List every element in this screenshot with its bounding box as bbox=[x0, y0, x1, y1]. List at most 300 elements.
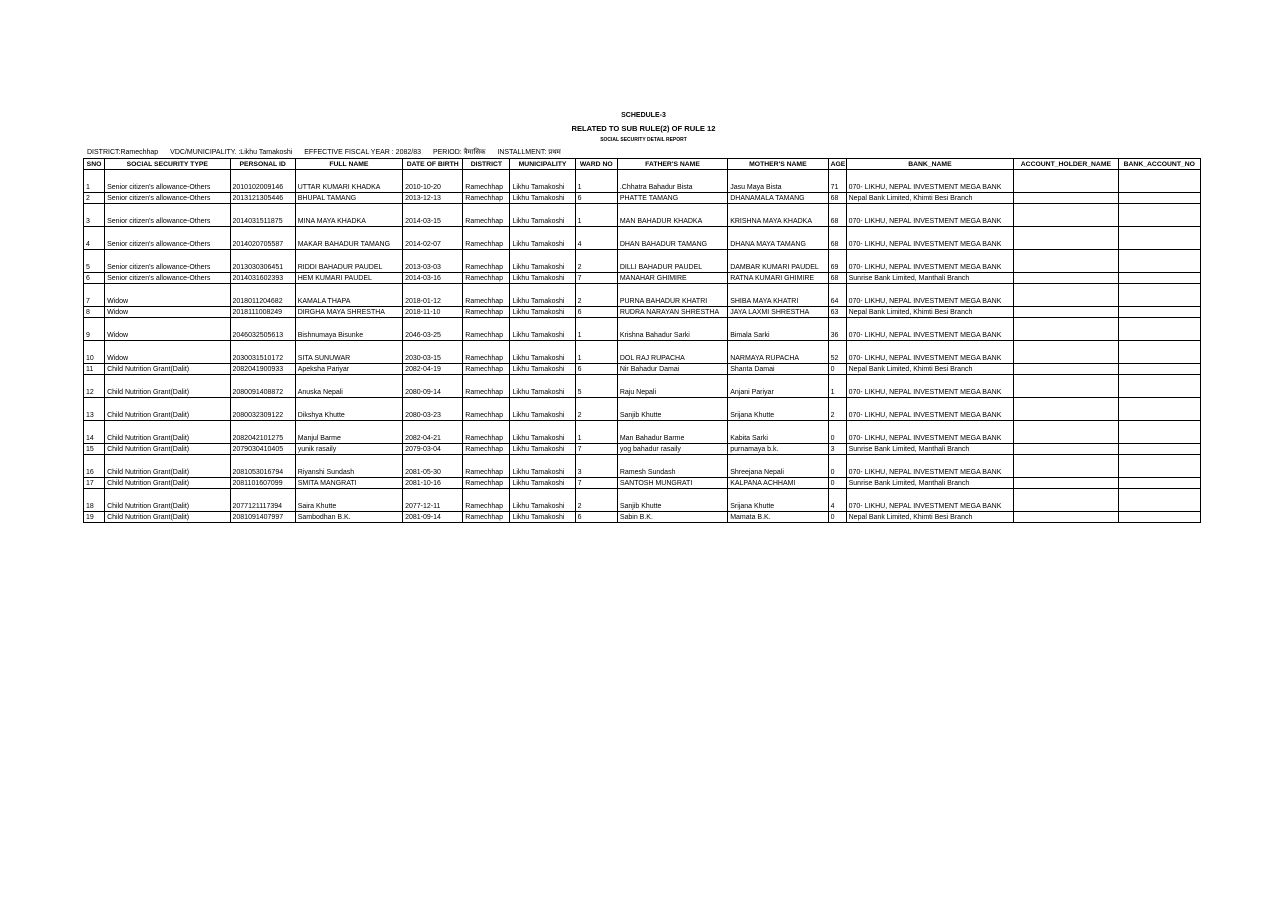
table-body bbox=[84, 170, 1201, 523]
table-cell: HEM KUMARI PAUDEL bbox=[295, 273, 402, 284]
column-header: PERSONAL ID bbox=[230, 159, 295, 170]
table-cell: Widow bbox=[105, 341, 230, 364]
column-header: DISTRICT bbox=[463, 159, 510, 170]
table-cell: 0 bbox=[828, 455, 846, 478]
table-cell: 1 bbox=[828, 375, 846, 398]
table-cell: Likhu Tamakoshi bbox=[510, 478, 575, 489]
table-cell: 52 bbox=[828, 341, 846, 364]
table-cell: purnamaya b.k. bbox=[728, 444, 828, 455]
table-cell: 2010102009146 bbox=[230, 170, 295, 193]
table-cell bbox=[1118, 193, 1200, 204]
table-cell: 2082-04-21 bbox=[403, 421, 463, 444]
table-cell: 5 bbox=[84, 250, 105, 273]
table-cell: MINA MAYA KHADKA bbox=[295, 204, 402, 227]
table-cell: 0 bbox=[828, 478, 846, 489]
table-row bbox=[84, 250, 1201, 273]
table-cell: 5 bbox=[575, 375, 617, 398]
table-cell: 12 bbox=[84, 375, 105, 398]
table-cell: Ramechhap bbox=[463, 364, 510, 375]
table-row bbox=[84, 318, 1201, 341]
schedule-title: SCHEDULE-3 bbox=[621, 112, 666, 119]
table-cell bbox=[1118, 341, 1200, 364]
column-header: MUNICIPALITY bbox=[510, 159, 575, 170]
meta-period: PERIOD: त्रैमासिक bbox=[432, 149, 486, 156]
table-cell: Child Nutrition Grant(Dalit) bbox=[105, 398, 230, 421]
table-cell: 11 bbox=[84, 364, 105, 375]
table-cell: Ramechhap bbox=[463, 341, 510, 364]
table-row bbox=[84, 284, 1201, 307]
table-cell bbox=[1014, 444, 1118, 455]
table-cell: Likhu Tamakoshi bbox=[510, 318, 575, 341]
table-row bbox=[84, 512, 1201, 523]
table-cell: Likhu Tamakoshi bbox=[510, 284, 575, 307]
table-cell bbox=[1014, 341, 1118, 364]
table-cell: Ramechhap bbox=[463, 227, 510, 250]
table-cell: Anuska Nepali bbox=[295, 375, 402, 398]
table-cell: 2077-12-11 bbox=[403, 489, 463, 512]
table-cell: 070- LIKHU, NEPAL INVESTMENT MEGA BANK bbox=[846, 318, 1014, 341]
table-cell bbox=[1118, 444, 1200, 455]
table-cell: 1 bbox=[575, 421, 617, 444]
table-cell: DHAN BAHADUR TAMANG bbox=[617, 227, 727, 250]
table-cell: Sunrise Bank Limited, Manthali Branch bbox=[846, 273, 1014, 284]
table-cell: 64 bbox=[828, 284, 846, 307]
table-cell: 2014-03-16 bbox=[403, 273, 463, 284]
table-cell: 070- LIKHU, NEPAL INVESTMENT MEGA BANK bbox=[846, 455, 1014, 478]
table-cell bbox=[1118, 478, 1200, 489]
table-cell: 17 bbox=[84, 478, 105, 489]
table-cell: 2014-03-15 bbox=[403, 204, 463, 227]
table-cell: KAMALA THAPA bbox=[295, 284, 402, 307]
table-cell: 2080091408872 bbox=[230, 375, 295, 398]
table-cell: Likhu Tamakoshi bbox=[510, 398, 575, 421]
table-cell bbox=[1014, 375, 1118, 398]
table-cell: Bishnumaya Bisunke bbox=[295, 318, 402, 341]
table-cell: 68 bbox=[828, 227, 846, 250]
table-cell: 2013121305446 bbox=[230, 193, 295, 204]
table-row bbox=[84, 489, 1201, 512]
table-cell: 2081101607099 bbox=[230, 478, 295, 489]
table-cell: DIRGHA MAYA SHRESTHA bbox=[295, 307, 402, 318]
table-cell: Apeksha Pariyar bbox=[295, 364, 402, 375]
table-cell: Riyanshi Sundash bbox=[295, 455, 402, 478]
table-cell: MAKAR BAHADUR TAMANG bbox=[295, 227, 402, 250]
table-row bbox=[84, 307, 1201, 318]
table-cell: Srijana Khutte bbox=[728, 398, 828, 421]
table-cell: 1 bbox=[575, 170, 617, 193]
table-cell: 2018-01-12 bbox=[403, 284, 463, 307]
table-row bbox=[84, 478, 1201, 489]
table-cell bbox=[1014, 204, 1118, 227]
table-cell: DHANAMALA TAMANG bbox=[728, 193, 828, 204]
table-cell: 2082-04-19 bbox=[403, 364, 463, 375]
column-header: SOCIAL SECURITY TYPE bbox=[105, 159, 230, 170]
table-row bbox=[84, 204, 1201, 227]
table-cell: 2080-09-14 bbox=[403, 375, 463, 398]
table-cell: Child Nutrition Grant(Dalit) bbox=[105, 478, 230, 489]
table-cell: SITA SUNUWAR bbox=[295, 341, 402, 364]
table-cell: 8 bbox=[84, 307, 105, 318]
table-cell: Ramechhap bbox=[463, 170, 510, 193]
table-cell bbox=[1118, 318, 1200, 341]
table-cell: Mamata B.K. bbox=[728, 512, 828, 523]
table-cell: 2 bbox=[828, 398, 846, 421]
table-cell bbox=[1118, 398, 1200, 421]
table-cell: Nepal Bank Limited, Khimti Besi Branch bbox=[846, 193, 1014, 204]
table-cell: 13 bbox=[84, 398, 105, 421]
table-cell: Saira Khutte bbox=[295, 489, 402, 512]
table-cell bbox=[1118, 250, 1200, 273]
table-cell: 0 bbox=[828, 421, 846, 444]
table-cell: yog bahadur rasaily bbox=[617, 444, 727, 455]
meta-fiscal-year: EFFECTIVE FISCAL YEAR : 2082/83 bbox=[304, 149, 421, 156]
table-cell: Kabita Sarki bbox=[728, 421, 828, 444]
table-cell: Senior citizen's allowance-Others bbox=[105, 193, 230, 204]
table-cell: Nepal Bank Limited, Khimti Besi Branch bbox=[846, 512, 1014, 523]
table-cell: Srijana Khutte bbox=[728, 489, 828, 512]
table-cell: 68 bbox=[828, 193, 846, 204]
table-cell: SHIBA MAYA KHATRI bbox=[728, 284, 828, 307]
table-cell: Likhu Tamakoshi bbox=[510, 421, 575, 444]
table-cell: 2 bbox=[575, 250, 617, 273]
table-cell: Shreejana Nepali bbox=[728, 455, 828, 478]
table-cell: 070- LIKHU, NEPAL INVESTMENT MEGA BANK bbox=[846, 341, 1014, 364]
table-cell: Man Bahadur Barme bbox=[617, 421, 727, 444]
table-cell: 3 bbox=[84, 204, 105, 227]
table-cell: Ramechhap bbox=[463, 489, 510, 512]
table-cell: 2046-03-25 bbox=[403, 318, 463, 341]
table-cell: Senior citizen's allowance-Others bbox=[105, 204, 230, 227]
table-cell: 1 bbox=[575, 318, 617, 341]
table-cell: 2081-09-14 bbox=[403, 512, 463, 523]
table-cell: 2018-11-10 bbox=[403, 307, 463, 318]
table-cell: 2 bbox=[575, 489, 617, 512]
meta-municipality: VDC/MUNICIPALITY. :Likhu Tamakoshi bbox=[170, 149, 293, 156]
column-header: DATE OF BIRTH bbox=[403, 159, 463, 170]
table-cell: Likhu Tamakoshi bbox=[510, 193, 575, 204]
table-row bbox=[84, 193, 1201, 204]
table-cell bbox=[1118, 512, 1200, 523]
table-cell: RUDRA NARAYAN SHRESTHA bbox=[617, 307, 727, 318]
table-cell: Anjani Pariyar bbox=[728, 375, 828, 398]
table-cell: Child Nutrition Grant(Dalit) bbox=[105, 455, 230, 478]
table-cell: RATNA KUMARI GHIMIRE bbox=[728, 273, 828, 284]
table-cell: Child Nutrition Grant(Dalit) bbox=[105, 489, 230, 512]
table-cell: 2082042101275 bbox=[230, 421, 295, 444]
table-cell: 1 bbox=[575, 341, 617, 364]
table-cell: Ramechhap bbox=[463, 512, 510, 523]
table-cell: 2 bbox=[575, 284, 617, 307]
table-cell bbox=[1118, 204, 1200, 227]
table-cell bbox=[1014, 318, 1118, 341]
table-cell: MAN BAHADUR KHADKA bbox=[617, 204, 727, 227]
table-cell: 71 bbox=[828, 170, 846, 193]
table-row bbox=[84, 170, 1201, 193]
table-cell: 2013-12-13 bbox=[403, 193, 463, 204]
table-cell bbox=[1014, 170, 1118, 193]
table-cell: 2014031602393 bbox=[230, 273, 295, 284]
table-cell: Senior citizen's allowance-Others bbox=[105, 227, 230, 250]
table-cell: 2080-03-23 bbox=[403, 398, 463, 421]
column-header: SNO bbox=[84, 159, 105, 170]
table-cell: 2081091407997 bbox=[230, 512, 295, 523]
column-header: FATHER'S NAME bbox=[617, 159, 727, 170]
table-cell bbox=[1014, 193, 1118, 204]
table-cell: 7 bbox=[575, 273, 617, 284]
table-cell: DILLI BAHADUR PAUDEL bbox=[617, 250, 727, 273]
table-cell: 2080032309122 bbox=[230, 398, 295, 421]
table-cell: 4 bbox=[84, 227, 105, 250]
table-cell: 2 bbox=[84, 193, 105, 204]
table-cell: 2046032505613 bbox=[230, 318, 295, 341]
table-cell: Ramechhap bbox=[463, 421, 510, 444]
table-cell: 6 bbox=[575, 307, 617, 318]
table-cell bbox=[1014, 284, 1118, 307]
table-cell: Ramechhap bbox=[463, 204, 510, 227]
table-cell: 68 bbox=[828, 204, 846, 227]
table-cell: Likhu Tamakoshi bbox=[510, 170, 575, 193]
table-cell: Likhu Tamakoshi bbox=[510, 204, 575, 227]
table-cell bbox=[1118, 227, 1200, 250]
table-cell bbox=[1014, 307, 1118, 318]
table-cell: 14 bbox=[84, 421, 105, 444]
table-cell: Nepal Bank Limited, Khimti Besi Branch bbox=[846, 307, 1014, 318]
table-cell: Sunrise Bank Limited, Manthali Branch bbox=[846, 444, 1014, 455]
table-cell: DAMBAR KUMARI PAUDEL bbox=[728, 250, 828, 273]
table-cell: Likhu Tamakoshi bbox=[510, 273, 575, 284]
table-cell: 3 bbox=[575, 455, 617, 478]
table-cell: 2014031511875 bbox=[230, 204, 295, 227]
table-cell: 6 bbox=[575, 364, 617, 375]
table-cell: DHANA MAYA TAMANG bbox=[728, 227, 828, 250]
table-cell: 6 bbox=[575, 512, 617, 523]
table-cell: 7 bbox=[84, 284, 105, 307]
column-header: FULL NAME bbox=[295, 159, 402, 170]
table-cell: 2013-03-03 bbox=[403, 250, 463, 273]
table-cell: 68 bbox=[828, 273, 846, 284]
table-cell: KALPANA ACHHAMI bbox=[728, 478, 828, 489]
table-cell: Krishna Bahadur Sarki bbox=[617, 318, 727, 341]
table-cell: 070- LIKHU, NEPAL INVESTMENT MEGA BANK bbox=[846, 250, 1014, 273]
table-cell bbox=[1118, 421, 1200, 444]
table-cell: Ramesh Sundash bbox=[617, 455, 727, 478]
table-cell: 2079030410405 bbox=[230, 444, 295, 455]
table-cell bbox=[1118, 364, 1200, 375]
table-cell bbox=[1014, 478, 1118, 489]
table-cell bbox=[1118, 307, 1200, 318]
table-cell: Ramechhap bbox=[463, 444, 510, 455]
table-cell: 19 bbox=[84, 512, 105, 523]
table-cell: 15 bbox=[84, 444, 105, 455]
table-cell: Ramechhap bbox=[463, 284, 510, 307]
table-cell: Ramechhap bbox=[463, 250, 510, 273]
table-cell: 36 bbox=[828, 318, 846, 341]
table-cell: 18 bbox=[84, 489, 105, 512]
table-cell: Senior citizen's allowance-Others bbox=[105, 170, 230, 193]
table-cell: Ramechhap bbox=[463, 455, 510, 478]
report-meta bbox=[87, 148, 571, 157]
table-cell: 16 bbox=[84, 455, 105, 478]
report-title: SOCIAL SECURITY DETAIL REPORT bbox=[600, 137, 687, 143]
table-cell: 2081-10-16 bbox=[403, 478, 463, 489]
table-cell: 7 bbox=[575, 444, 617, 455]
table-cell: Likhu Tamakoshi bbox=[510, 307, 575, 318]
table-cell bbox=[1118, 273, 1200, 284]
table-cell: yunik rasaily bbox=[295, 444, 402, 455]
table-cell: 6 bbox=[84, 273, 105, 284]
table-cell: 2077121117394 bbox=[230, 489, 295, 512]
table-cell: Child Nutrition Grant(Dalit) bbox=[105, 421, 230, 444]
table-cell: Ramechhap bbox=[463, 318, 510, 341]
table-cell: DOL RAJ RUPACHA bbox=[617, 341, 727, 364]
table-row bbox=[84, 341, 1201, 364]
table-cell: SMITA MANGRATI bbox=[295, 478, 402, 489]
table-cell: 3 bbox=[828, 444, 846, 455]
table-cell: 2010-10-20 bbox=[403, 170, 463, 193]
table-cell: Senior citizen's allowance-Others bbox=[105, 273, 230, 284]
table-cell: Child Nutrition Grant(Dalit) bbox=[105, 375, 230, 398]
table-cell bbox=[1014, 398, 1118, 421]
table-cell: Sanjib Khutte bbox=[617, 398, 727, 421]
table-cell: Likhu Tamakoshi bbox=[510, 444, 575, 455]
meta-installment: INSTALLMENT: प्रथम bbox=[497, 149, 561, 156]
column-header: ACCOUNT_HOLDER_NAME bbox=[1014, 159, 1118, 170]
table-cell: 1 bbox=[575, 204, 617, 227]
table-cell: 2 bbox=[575, 398, 617, 421]
header-row bbox=[84, 159, 1201, 170]
rule-subtitle: RELATED TO SUB RULE(2) OF RULE 12 bbox=[571, 124, 716, 133]
table-cell: .Chhatra Bahadur Bista bbox=[617, 170, 727, 193]
table-cell: Widow bbox=[105, 284, 230, 307]
table-cell: BHUPAL TAMANG bbox=[295, 193, 402, 204]
table-cell: RIDDI BAHADUR PAUDEL bbox=[295, 250, 402, 273]
table-row bbox=[84, 227, 1201, 250]
table-row bbox=[84, 375, 1201, 398]
table-cell: 2018011204682 bbox=[230, 284, 295, 307]
column-header: WARD NO bbox=[575, 159, 617, 170]
table-cell: Likhu Tamakoshi bbox=[510, 489, 575, 512]
table-cell: Sabin B.K. bbox=[617, 512, 727, 523]
table-cell: Ramechhap bbox=[463, 273, 510, 284]
column-header: AGE bbox=[828, 159, 846, 170]
table-cell: 6 bbox=[575, 193, 617, 204]
table-cell: 9 bbox=[84, 318, 105, 341]
table-cell: 2081053016794 bbox=[230, 455, 295, 478]
table-cell: SANTOSH MUNGRATI bbox=[617, 478, 727, 489]
table-cell: 2081-05-30 bbox=[403, 455, 463, 478]
table-row bbox=[84, 398, 1201, 421]
table-cell: Likhu Tamakoshi bbox=[510, 375, 575, 398]
table-cell: Sunrise Bank Limited, Manthali Branch bbox=[846, 478, 1014, 489]
table-cell: Child Nutrition Grant(Dalit) bbox=[105, 444, 230, 455]
table-cell bbox=[1014, 421, 1118, 444]
column-header: BANK_NAME bbox=[846, 159, 1014, 170]
table-cell: Dikshya Khutte bbox=[295, 398, 402, 421]
table-cell bbox=[1014, 227, 1118, 250]
table-cell bbox=[1014, 489, 1118, 512]
table-cell: Senior citizen's allowance-Others bbox=[105, 250, 230, 273]
table-cell: 070- LIKHU, NEPAL INVESTMENT MEGA BANK bbox=[846, 375, 1014, 398]
social-security-table bbox=[83, 158, 1201, 523]
table-row bbox=[84, 273, 1201, 284]
table-cell bbox=[1014, 364, 1118, 375]
table-cell: 2014020705587 bbox=[230, 227, 295, 250]
table-cell: 4 bbox=[575, 227, 617, 250]
table-cell bbox=[1014, 512, 1118, 523]
column-header: BANK_ACCOUNT_NO bbox=[1118, 159, 1200, 170]
table-cell: 2030031510172 bbox=[230, 341, 295, 364]
table-cell bbox=[1118, 455, 1200, 478]
table-row bbox=[84, 364, 1201, 375]
table-cell: Child Nutrition Grant(Dalit) bbox=[105, 512, 230, 523]
table-cell: UTTAR KUMARI KHADKA bbox=[295, 170, 402, 193]
table-cell: Likhu Tamakoshi bbox=[510, 250, 575, 273]
table-cell: Ramechhap bbox=[463, 398, 510, 421]
table-cell: Likhu Tamakoshi bbox=[510, 512, 575, 523]
table-cell: 070- LIKHU, NEPAL INVESTMENT MEGA BANK bbox=[846, 170, 1014, 193]
table-cell: KRISHNA MAYA KHADKA bbox=[728, 204, 828, 227]
table-cell: Ramechhap bbox=[463, 478, 510, 489]
column-header: MOTHER'S NAME bbox=[728, 159, 828, 170]
table-cell: 2030-03-15 bbox=[403, 341, 463, 364]
table-cell: 0 bbox=[828, 512, 846, 523]
table-cell: 070- LIKHU, NEPAL INVESTMENT MEGA BANK bbox=[846, 284, 1014, 307]
table-cell: 2018111008249 bbox=[230, 307, 295, 318]
table-cell bbox=[1014, 455, 1118, 478]
table-cell: Jasu Maya Bista bbox=[728, 170, 828, 193]
table-cell: 2082041900933 bbox=[230, 364, 295, 375]
table-cell bbox=[1118, 489, 1200, 512]
table-cell: 1 bbox=[84, 170, 105, 193]
table-cell: Ramechhap bbox=[463, 307, 510, 318]
table-cell: JAYA LAXMI SHRESTHA bbox=[728, 307, 828, 318]
table-cell: Child Nutrition Grant(Dalit) bbox=[105, 364, 230, 375]
table-cell bbox=[1118, 170, 1200, 193]
table-cell: Ramechhap bbox=[463, 375, 510, 398]
table-cell: PHATTE TAMANG bbox=[617, 193, 727, 204]
table-cell: 2079-03-04 bbox=[403, 444, 463, 455]
table-cell: 63 bbox=[828, 307, 846, 318]
table-cell: 070- LIKHU, NEPAL INVESTMENT MEGA BANK bbox=[846, 489, 1014, 512]
table-cell: Shanta Damai bbox=[728, 364, 828, 375]
table-cell bbox=[1014, 250, 1118, 273]
table-row bbox=[84, 455, 1201, 478]
table-cell: Manjul Barme bbox=[295, 421, 402, 444]
table-cell: 2013030306451 bbox=[230, 250, 295, 273]
table-cell: Widow bbox=[105, 318, 230, 341]
table-cell: MANAHAR GHIMIRE bbox=[617, 273, 727, 284]
table-cell: Sambodhan B.K. bbox=[295, 512, 402, 523]
table-cell: Ramechhap bbox=[463, 193, 510, 204]
table-cell: Nir Bahadur Damai bbox=[617, 364, 727, 375]
table-row bbox=[84, 444, 1201, 455]
meta-district: DISTRICT:Ramechhap bbox=[87, 149, 159, 156]
table-cell: 070- LIKHU, NEPAL INVESTMENT MEGA BANK bbox=[846, 398, 1014, 421]
table-cell: 10 bbox=[84, 341, 105, 364]
table-cell: Likhu Tamakoshi bbox=[510, 341, 575, 364]
table-cell: 7 bbox=[575, 478, 617, 489]
table-cell: Sanjib Khutte bbox=[617, 489, 727, 512]
table-cell bbox=[1118, 375, 1200, 398]
table-cell: Likhu Tamakoshi bbox=[510, 227, 575, 250]
table-cell: PURNA BAHADUR KHATRI bbox=[617, 284, 727, 307]
table-cell: 070- LIKHU, NEPAL INVESTMENT MEGA BANK bbox=[846, 227, 1014, 250]
table-cell: NARMAYA RUPACHA bbox=[728, 341, 828, 364]
table-cell: Widow bbox=[105, 307, 230, 318]
table-cell: 69 bbox=[828, 250, 846, 273]
table-cell: Bimala Sarki bbox=[728, 318, 828, 341]
table-row bbox=[84, 421, 1201, 444]
